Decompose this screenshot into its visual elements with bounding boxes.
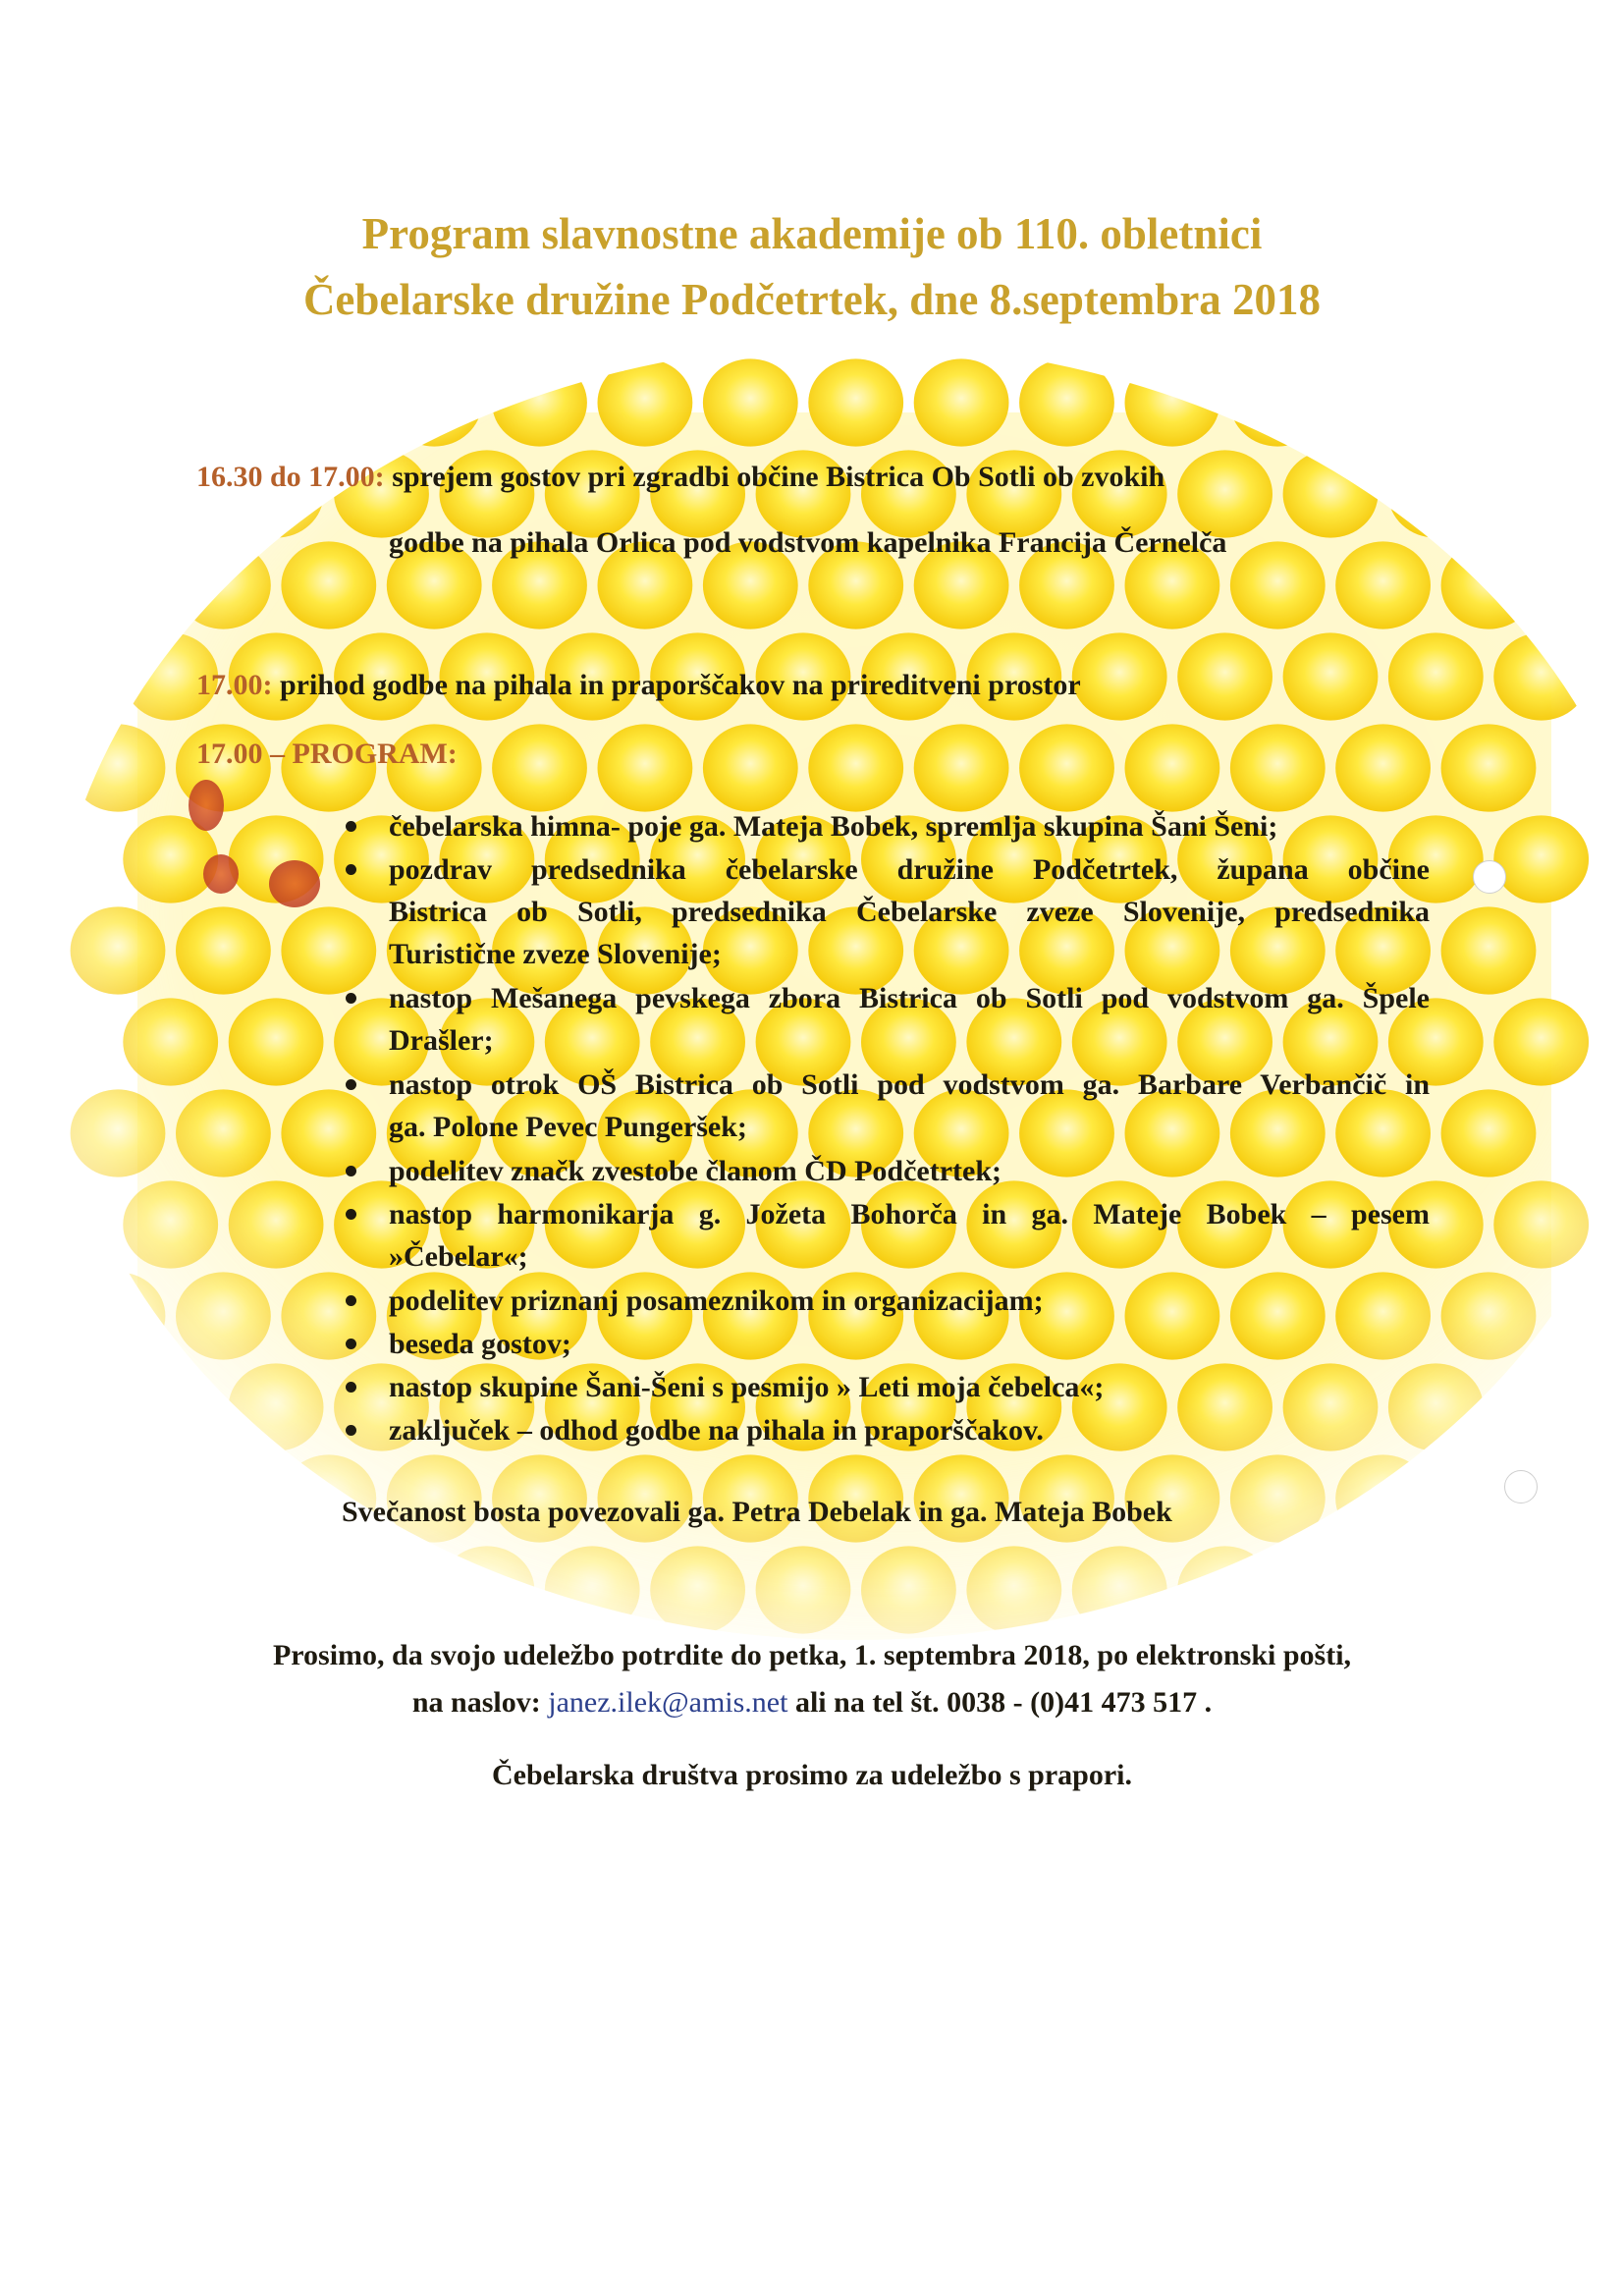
honeycomb-cell [1493, 632, 1589, 720]
schedule-time: 17.00: [196, 669, 273, 701]
bullet-icon [346, 1339, 356, 1349]
bullet-icon [346, 1166, 356, 1176]
bullet-icon [346, 1425, 356, 1436]
honeycomb-cell [1441, 1272, 1537, 1359]
honeycomb-cell [1388, 632, 1484, 720]
honeycomb-cell [71, 358, 166, 446]
schedule-time: 17.00 – PROGRAM: [196, 738, 458, 770]
schedule-item-program [196, 735, 458, 774]
honeycomb-cell [1441, 906, 1537, 994]
honeycomb-cell [1493, 1363, 1589, 1450]
honeycomb-cell [123, 1363, 218, 1450]
bullet-icon [346, 1295, 356, 1306]
page-title-line-1: Program slavnostne akademije ob 110. obletnici [361, 209, 1263, 258]
list-item-continuation: Bistrica ob Sotli, predsednika Čebelarske zveze Slovenije, predsednika [389, 896, 1430, 928]
list-item-continuation: ga. Polone Pevec Pungeršek; [389, 1111, 747, 1143]
honeycomb-cell [1493, 1180, 1589, 1268]
honeycomb-cell [281, 541, 376, 629]
schedule-continuation: godbe na pihala Orlica pod vodstvom kapelnika Francija Černelča [389, 526, 1227, 559]
honeycomb-cell [1230, 724, 1326, 811]
rsvp-line-1: Prosimo, da svojo udeležbo potrdite do petka, 1. septembra 2018, po elektronski pošti, [272, 1639, 1352, 1671]
honeycomb-cell [966, 1546, 1061, 1633]
honeycomb-cell [1072, 1546, 1167, 1633]
honeycomb-cell [1493, 998, 1589, 1085]
bullet-icon [346, 993, 356, 1004]
honeycomb-cell [281, 906, 376, 994]
honeycomb-cell [123, 998, 218, 1085]
honeycomb-cell [281, 1089, 376, 1176]
bullet-icon [346, 1382, 356, 1393]
list-item: podelitev priznanj posameznikom in organizacijam; [389, 1285, 1044, 1317]
list-item: nastop harmonikarja g. Jožeta Bohorča in ga. Mateje Bobek – pesem [389, 1198, 1430, 1230]
list-item: nastop Mešanega pevskega zbora Bistrica ob Sotli pod vodstvom ga. Špele [389, 982, 1430, 1014]
honeycomb-cell [1493, 450, 1589, 537]
honeycomb-cell [492, 724, 587, 811]
honeycomb-cell [71, 1272, 166, 1359]
honeycomb-cell [1441, 1089, 1537, 1176]
honey-cell-dark [269, 860, 320, 907]
honeycomb-cell [1125, 724, 1220, 811]
schedule-item-reception [196, 458, 1164, 497]
punch-hole [1473, 860, 1506, 894]
honeycomb-cell [1441, 724, 1537, 811]
honeycomb-cell [1125, 358, 1220, 446]
honeycomb-cell [1072, 632, 1167, 720]
honeycomb-cell [1230, 358, 1326, 446]
honeycomb-cell [123, 1180, 218, 1268]
honeycomb-cell [1283, 450, 1379, 537]
punch-hole [1504, 1470, 1538, 1503]
honeycomb-cell [808, 724, 903, 811]
honeycomb-cell [176, 358, 271, 446]
honeycomb-cell [598, 724, 693, 811]
list-item-continuation: »Čebelar«; [389, 1240, 528, 1273]
schedule-item-arrival [196, 666, 1081, 705]
honeycomb-cell [703, 358, 798, 446]
honeycomb-cell [1335, 541, 1431, 629]
honeycomb-cell [334, 1546, 429, 1633]
honeycomb-cell [229, 1363, 324, 1450]
honeycomb-cell [545, 1546, 640, 1633]
honeycomb-cell [71, 1454, 166, 1542]
honeycomb-cell [1177, 1546, 1272, 1633]
closing-note: Čebelarska društva prosimo za udeležbo s prapori. [492, 1759, 1132, 1791]
honeycomb-cell [229, 998, 324, 1085]
honeycomb-cell [229, 1180, 324, 1268]
honeycomb-cell [914, 358, 1009, 446]
honey-cell-dark [203, 854, 239, 894]
honeycomb-cell [492, 358, 587, 446]
list-item: nastop otrok OŠ Bistrica ob Sotli pod vodstvom ga. Barbare Verbančič in [389, 1068, 1430, 1101]
schedule-time: 16.30 do 17.00: [196, 461, 385, 493]
honeycomb-cell [1441, 541, 1537, 629]
honeycomb-cell [650, 1546, 745, 1633]
honeycomb-cell [176, 1272, 271, 1359]
list-item: pozdrav predsednika čebelarske družine Podčetrtek, župana občine [389, 853, 1430, 886]
honeycomb-cell [387, 358, 482, 446]
honeycomb-cell [123, 1546, 218, 1633]
honeycomb-cell [1283, 1546, 1379, 1633]
rsvp-suffix: ali na tel št. 0038 - (0)41 473 517 . [787, 1686, 1213, 1719]
rsvp-line-2 [0, 1683, 1624, 1722]
bullet-icon [346, 1079, 356, 1090]
honeycomb-cell [1283, 632, 1379, 720]
honeycomb-cell [598, 358, 693, 446]
bullet-icon [346, 821, 356, 832]
list-item: podelitev značk zvestobe članom ČD Podčetrtek; [389, 1155, 1002, 1187]
email-link[interactable]: janez.ilek@amis.net [548, 1686, 788, 1719]
bullet-icon [346, 1209, 356, 1220]
honeycomb-cell [71, 1089, 166, 1176]
honeycomb-cell [176, 1089, 271, 1176]
honeycomb-cell [71, 541, 166, 629]
honeycomb-cell [1388, 450, 1484, 537]
honeycomb-cell [1019, 724, 1114, 811]
page-title-line-2: Čebelarske družine Podčetrtek, dne 8.septembra 2018 [302, 275, 1322, 324]
list-item: beseda gostov; [389, 1328, 571, 1360]
schedule-text: sprejem gostov pri zgradbi občine Bistrica Ob Sotli ob zvokih [392, 461, 1165, 493]
list-item: čebelarska himna- poje ga. Mateja Bobek, spremlja skupina Šani Šeni; [389, 810, 1278, 843]
honeycomb-cell [229, 1546, 324, 1633]
honeycomb-cell [281, 358, 376, 446]
honeycomb-cell [71, 724, 166, 811]
honeycomb-cell [808, 358, 903, 446]
honeycomb-cell [756, 1546, 851, 1633]
honeycomb-cell [1335, 724, 1431, 811]
honeycomb-cell [1335, 1454, 1431, 1542]
honeycomb-cell [281, 1272, 376, 1359]
rsvp-prefix: na naslov: [411, 1686, 549, 1719]
honeycomb-cell [914, 724, 1009, 811]
honeycomb-cell [1230, 541, 1326, 629]
honeycomb-cell [1493, 815, 1589, 902]
honeycomb-cell [1388, 1546, 1484, 1633]
schedule-text: prihod godbe na pihala in praporščakov na prireditveni prostor [280, 669, 1081, 701]
honeycomb-cell [71, 906, 166, 994]
honeycomb-cell [1019, 358, 1114, 446]
list-item-continuation: Drašler; [389, 1024, 494, 1057]
honeycomb-cell [1441, 358, 1537, 446]
honeycomb-cell [1335, 358, 1431, 446]
honey-cell-dark [189, 780, 224, 831]
list-item: nastop skupine Šani-Šeni s pesmijo » Leti moja čebelca«; [389, 1371, 1105, 1403]
honeycomb-cell [861, 1546, 956, 1633]
honeycomb-cell [1177, 632, 1272, 720]
honeycomb-cell [703, 724, 798, 811]
honeycomb-cell [176, 541, 271, 629]
honeycomb-cell [176, 906, 271, 994]
honeycomb-cell [1493, 1546, 1589, 1633]
honeycomb-cell [1230, 1454, 1326, 1542]
list-item-continuation: Turistične zveze Slovenije; [389, 938, 722, 970]
bullet-icon [346, 864, 356, 875]
honeycomb-cell [440, 1546, 535, 1633]
moderators-note: Svečanost bosta povezovali ga. Petra Debelak in ga. Mateja Bobek [342, 1496, 1172, 1528]
list-item: zaključek – odhod godbe na pihala in praporščakov. [389, 1414, 1044, 1447]
honeycomb-cell [176, 1454, 271, 1542]
